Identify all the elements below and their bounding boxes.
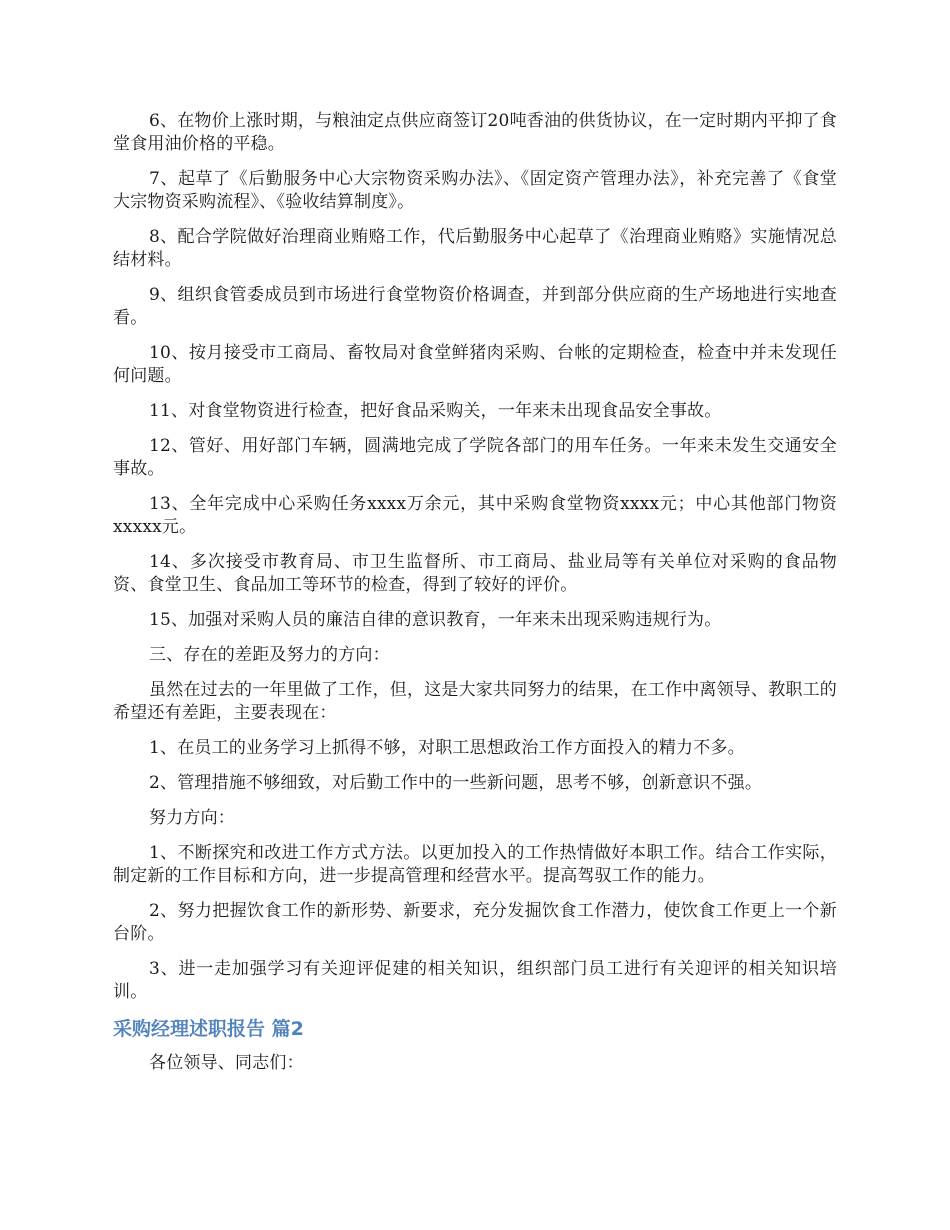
paragraph: 12、管好、用好部门车辆，圆满地完成了学院各部门的用车任务。一年来未发生交通安全事故。 <box>113 436 837 479</box>
document-page <box>113 110 837 1087</box>
paragraph: 各位领导、同志们： <box>149 1053 304 1073</box>
paragraph: 1、在员工的业务学习上抓得不够，对职工思想政治工作方面投入的精力不多。 <box>149 738 745 758</box>
paragraph: 3、进一走加强学习有关迎评促建的相关知识，组织部门员工进行有关迎评的相关知识培训。 <box>113 959 837 1002</box>
paragraph: 15、加强对采购人员的廉洁自律的意识教育，一年来未出现采购违规行为。 <box>149 610 722 630</box>
paragraph: 7、起草了《后勤服务中心大宗物资采购办法》、《固定资产管理办法》，补充完善了《食堂大宗物资采购流程》、《验收结算制度》。 <box>113 169 837 212</box>
paragraph: 1、不断探究和改进工作方式方法。以更加投入的工作热情做好本职工作。结合工作实际，制定新的工作目标和方向，进一步提高管理和经营水平。提高驾驭工作的能力。 <box>113 843 837 886</box>
paragraph: 11、对食堂物资进行检查，把好食品采购关，一年来未出现食品安全事故。 <box>149 401 722 421</box>
section-subheading: 努力方向： <box>149 808 235 828</box>
paragraph: 虽然在过去的一年里做了工作，但，这是大家共同努力的结果，在工作中离领导、教职工的希望还有差距，主要表现在： <box>113 680 837 723</box>
section-subheading: 三、存在的差距及努力的方向： <box>149 645 390 665</box>
paragraph: 13、全年完成中心采购任务xxxx万余元，其中采购食堂物资xxxx元；中心其他部门物资xxxxx元。 <box>113 494 837 537</box>
paragraph: 2、努力把握饮食工作的新形势、新要求，充分发掘饮食工作潜力，使饮食工作更上一个新台阶。 <box>113 901 837 944</box>
paragraph: 10、按月接受市工商局、畜牧局对食堂鲜猪肉采购、台帐的定期检查，检查中并未发现任何问题。 <box>113 343 837 386</box>
paragraph: 14、多次接受市教育局、市卫生监督所、市工商局、盐业局等有关单位对采购的食品物资、食堂卫生、食品加工等环节的检查，得到了较好的评价。 <box>113 552 837 595</box>
section-heading: 采购经理述职报告 篇2 <box>113 1018 304 1040</box>
paragraph: 6、在物价上涨时期，与粮油定点供应商签订20吨香油的供货协议，在一定时期内平抑了食堂食用油价格的平稳。 <box>113 111 837 154</box>
paragraph: 8、配合学院做好治理商业贿赂工作，代后勤服务中心起草了《治理商业贿赂》实施情况总结材料。 <box>113 227 837 270</box>
paragraph: 2、管理措施不够细致，对后勤工作中的一些新问题，思考不够，创新意识不强。 <box>149 773 763 793</box>
paragraph: 9、组织食管委成员到市场进行食堂物资价格调查，并到部分供应商的生产场地进行实地查看。 <box>113 285 837 328</box>
